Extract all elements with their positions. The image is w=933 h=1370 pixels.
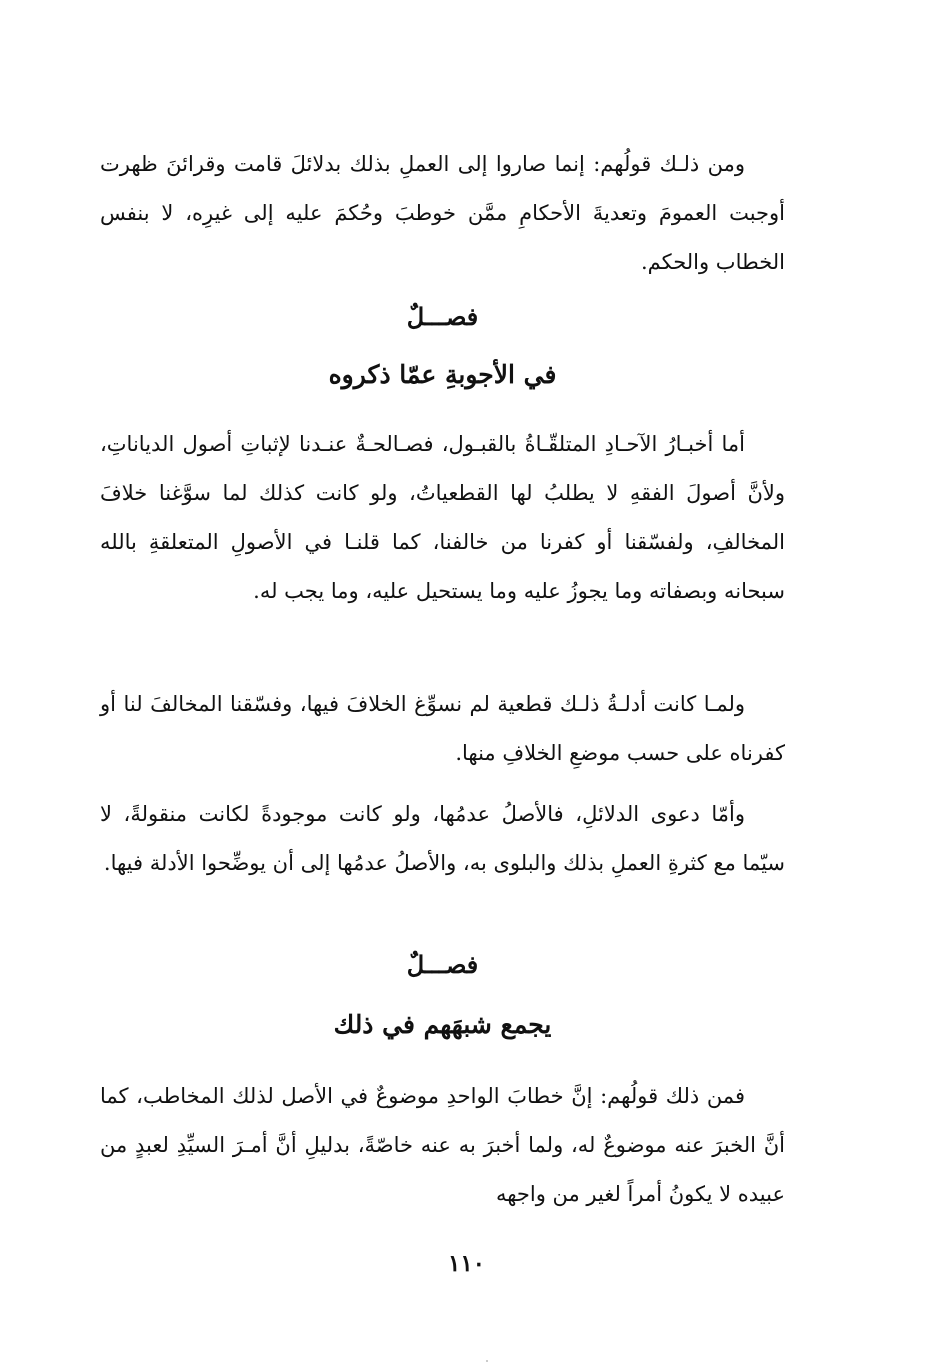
paragraph-address-singular: [100, 1072, 785, 1219]
paragraph-text: فمن ذلك قولُهم: إنَّ خطابَ الواحدِ موضوعٌ في الأصل لذلك المخاطب، كما أنَّ الخبرَ عنه موضوعٌ له، ولما أخبرَ به عنه خاصّةً، بدليلِ أنَّ أمـرَ السيِّدِ لعبدٍ من عبيده لا يكونُ أمراً لغير من واجهه: [100, 1084, 785, 1206]
paragraph-claim-of-proofs: [100, 790, 785, 888]
paragraph-text: ولمـا كانت أدلـةُ ذلـك قطعية لم نسوِّغ الخلافَ فيها، وفسّقنا المخالفَ لنا أو كفرناه على حسب موضعِ الخلافِ منها.: [100, 692, 785, 765]
scan-speck: [486, 1360, 488, 1362]
paragraph-text: أما أخبـارُ الآحـادِ المتلقّـاةُ بالقبـول، فصـالحـةٌ عنـدنا لإثباتِ أصول الدياناتِ، ولأنَّ أصولَ الفقهِ لا يطلبُ لها القطعياتُ، ولو كانت كذلك لما سوَّغنا خلافَ المخالفِ، ولفسّقنا أو كفرنا من خالفنا، كما قلنـا في الأصولِ المتعلقةِ بالله سبحانه وبصفاته وما يجوزُ عليه وما يستحيل عليه، وما يجب له.: [100, 432, 785, 603]
paragraph-intro: [100, 140, 785, 287]
paragraph-ahad-reports: [100, 420, 785, 616]
paragraph-evidence: [100, 680, 785, 778]
section-title-doubts: يجمع شبهَهم في ذلك: [333, 1010, 552, 1039]
section-heading-fasl-2: فصـــلٌ: [406, 950, 479, 979]
section-heading-fasl-1: فصـــلٌ: [406, 302, 479, 331]
page-number: ١١٠: [447, 1250, 486, 1277]
section-title-answers: في الأجوبةِ عمّا ذكروه: [328, 360, 557, 389]
paragraph-text: وأمّا دعوى الدلائلِ، فالأصلُ عدمُها، ولو كانت موجودةً لكانت منقولةً، لا سيّما مع كثرةِ العملِ بذلك والبلوى به، والأصلُ عدمُها إلى أن يوضِّحوا الأدلة فيها.: [100, 802, 785, 875]
paragraph-text: ومن ذلـك قولُهم: إنما صاروا إلى العملِ بذلك بدلائلَ قامت وقرائنَ ظهرت أوجبت العمومَ وتعديةَ الأحكامِ ممَّن خوطبَ وحُكمَ عليه إلى غيرِه، لا بنفس الخطاب والحكم.: [100, 152, 785, 274]
